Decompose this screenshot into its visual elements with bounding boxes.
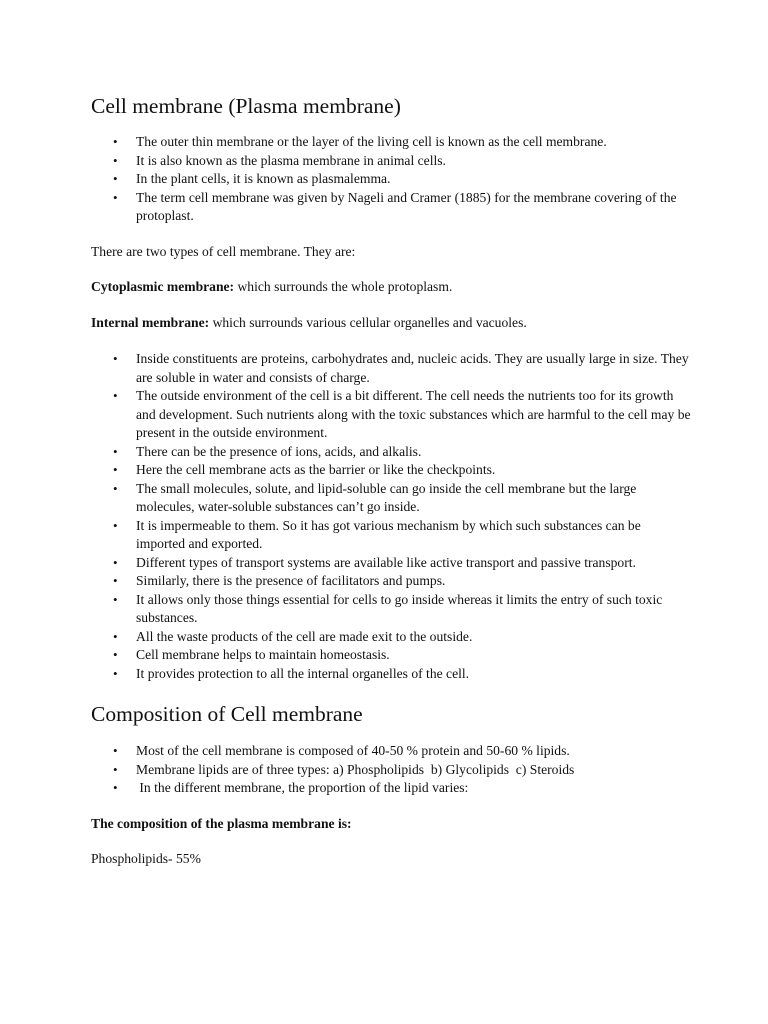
composition-statement-text: The composition of the plasma membrane is: — [91, 815, 352, 831]
list-item: • Similarly, there is the presence of facilitators and pumps. — [91, 572, 691, 591]
list-item: • Most of the cell membrane is composed of 40-50 % protein and 50-60 % lipids. — [91, 742, 691, 761]
list-item: • In the plant cells, it is known as plasmalemma. — [91, 170, 691, 189]
function-list — [91, 350, 691, 683]
list-item: • The term cell membrane was given by Nageli and Cramer (1885) for the membrane covering of the protoplast. — [91, 189, 691, 226]
list-item: • It is also known as the plasma membrane in animal cells. — [91, 152, 691, 171]
page-title: Cell membrane (Plasma membrane) — [91, 94, 401, 118]
internal-membrane-text: which surrounds various cellular organelles and vacuoles. — [209, 314, 527, 330]
list-item: • It allows only those things essential for cells to go inside whereas it limits the entry of such toxic substances. — [91, 591, 691, 628]
list-item: • Inside constituents are proteins, carbohydrates and, nucleic acids. They are usually large in size. They are soluble in water and consists of charge. — [91, 350, 691, 387]
list-item: • Here the cell membrane acts as the barrier or like the checkpoints. — [91, 461, 691, 480]
list-item: • It is impermeable to them. So it has got various mechanism by which such substances can be imported and exported. — [91, 517, 691, 554]
list-item: • The outer thin membrane or the layer of the living cell is known as the cell membrane. — [91, 133, 691, 152]
composition-heading: Composition of Cell membrane — [91, 702, 363, 726]
cytoplasmic-membrane-paragraph — [91, 278, 691, 297]
list-item: • It provides protection to all the internal organelles of the cell. — [91, 665, 691, 684]
intro-list — [91, 133, 691, 226]
composition-list — [91, 742, 691, 798]
list-item: • Different types of transport systems are available like active transport and passive transport. — [91, 554, 691, 573]
types-intro-paragraph: There are two types of cell membrane. They are: — [91, 243, 356, 259]
internal-membrane-paragraph — [91, 314, 691, 333]
list-item: • Cell membrane helps to maintain homeostasis. — [91, 646, 691, 665]
list-item: • All the waste products of the cell are made exit to the outside. — [91, 628, 691, 647]
document-page — [91, 92, 691, 869]
list-item: • In the different membrane, the proportion of the lipid varies: — [91, 779, 691, 798]
cytoplasmic-membrane-label: Cytoplasmic membrane: — [91, 279, 235, 294]
composition-statement — [91, 815, 691, 834]
cytoplasmic-membrane-text: which surrounds the whole protoplasm. — [234, 279, 453, 294]
phospholipids-line: Phospholipids- 55% — [91, 851, 201, 866]
list-item: • Membrane lipids are of three types: a) Phospholipids b) Glycolipids c) Steroids — [91, 761, 691, 780]
list-item: • The outside environment of the cell is a bit different. The cell needs the nutrients too for its growth and development. Such nutrients along with the toxic substances which are harmful to the cell may be present in the outside environment. — [91, 387, 691, 443]
internal-membrane-label: Internal membrane: — [91, 314, 210, 330]
list-item: • There can be the presence of ions, acids, and alkalis. — [91, 443, 691, 462]
list-item: • The small molecules, solute, and lipid-soluble can go inside the cell membrane but the large molecules, water-soluble substances can’t go inside. — [91, 480, 691, 517]
